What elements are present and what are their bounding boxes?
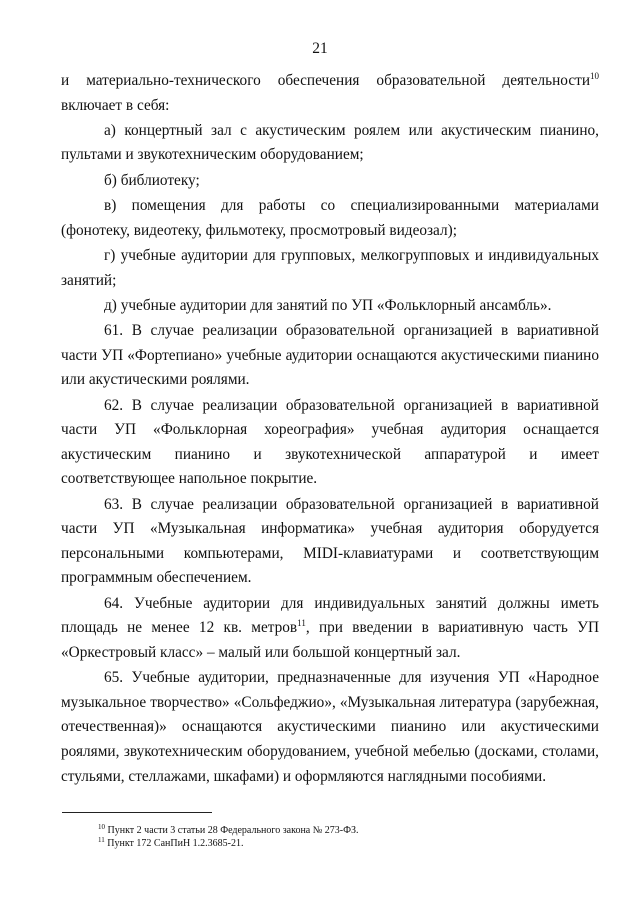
paragraph-text-tail: , при введении в вариативную часть УП «Оркестровый класс» – малый или большой концертный зал. <box>61 619 600 661</box>
footnote-11 <box>98 837 244 850</box>
footnote-text: Пункт 2 части 3 статьи 28 Федерального закона № 273-ФЗ. <box>105 825 359 836</box>
footnote-mark: 11 <box>98 836 105 844</box>
list-item-g: г) учебные аудитории для групповых, мелкогрупповых и индивидуальных занятий; <box>61 246 599 289</box>
page-number: 21 <box>312 40 328 57</box>
paragraph-text: и материально-технического обеспечения образовательной деятельности <box>61 72 590 89</box>
paragraph-63: 63. В случае реализации образовательной организацией в вариативной части УП «Музыкальная информатика» учебная аудитория оборудуется персональными компьютерами, MIDI-клавиатурами и соответствующим программным обеспечением. <box>61 495 599 587</box>
paragraph-64 <box>61 592 599 666</box>
paragraph-text: 64. Учебные аудитории для индивидуальных занятий должны иметь площадь не менее 12 кв. метров <box>61 594 599 637</box>
footnote-text: Пункт 172 СанПиН 1.2.3685-21. <box>104 838 244 849</box>
list-item-d: д) учебные аудитории для занятий по УП «Фольклорный ансамбль». <box>104 296 552 314</box>
document-body <box>61 69 599 789</box>
footnote-ref-11: 11 <box>297 618 306 629</box>
paragraph-65: 65. Учебные аудитории, предназначенные для изучения УП «Народное музыкальное творчество» «Сольфеджио», «Музыкальная литература (зарубежная, отечественная)» оснащаются акустическими пианино или акустическими роялями, звукотехническим оборудованием, учебной мебелью (досками, столами, стульями, стеллажами, шкафами) и оформляются наглядными пособиями. <box>61 669 599 785</box>
paragraph-62: 62. В случае реализации образовательной организацией в вариативной части УП «Фольклорная хореография» учебная аудитория оснащается акустическим пианино и звукотехнической аппаратурой и имеет соответствующее напольное покрытие. <box>61 396 599 488</box>
footnote-divider <box>62 812 212 813</box>
paragraph-text-tail: включает в себя: <box>61 96 170 114</box>
paragraph-61: 61. В случае реализации образовательной организацией в вариативной части УП «Фортепиано» учебные аудитории оснащаются акустическими пианино или акустическими роялями. <box>61 322 599 389</box>
list-item-v: в) помещения для работы со специализированными материалами (фонотеку, видеотеку, фильмотеку, просмотровый видеозал); <box>61 197 599 239</box>
footnote-ref-10: 10 <box>590 71 599 81</box>
list-item-b: б) библиотеку; <box>104 171 200 189</box>
footnote-10 <box>98 824 359 837</box>
footnote-mark: 10 <box>98 823 105 831</box>
paragraph-intro <box>61 69 599 118</box>
list-item-a: а) концертный зал с акустическим роялем или акустическим пианино, пультами и звукотехническим оборудованием; <box>61 121 599 164</box>
